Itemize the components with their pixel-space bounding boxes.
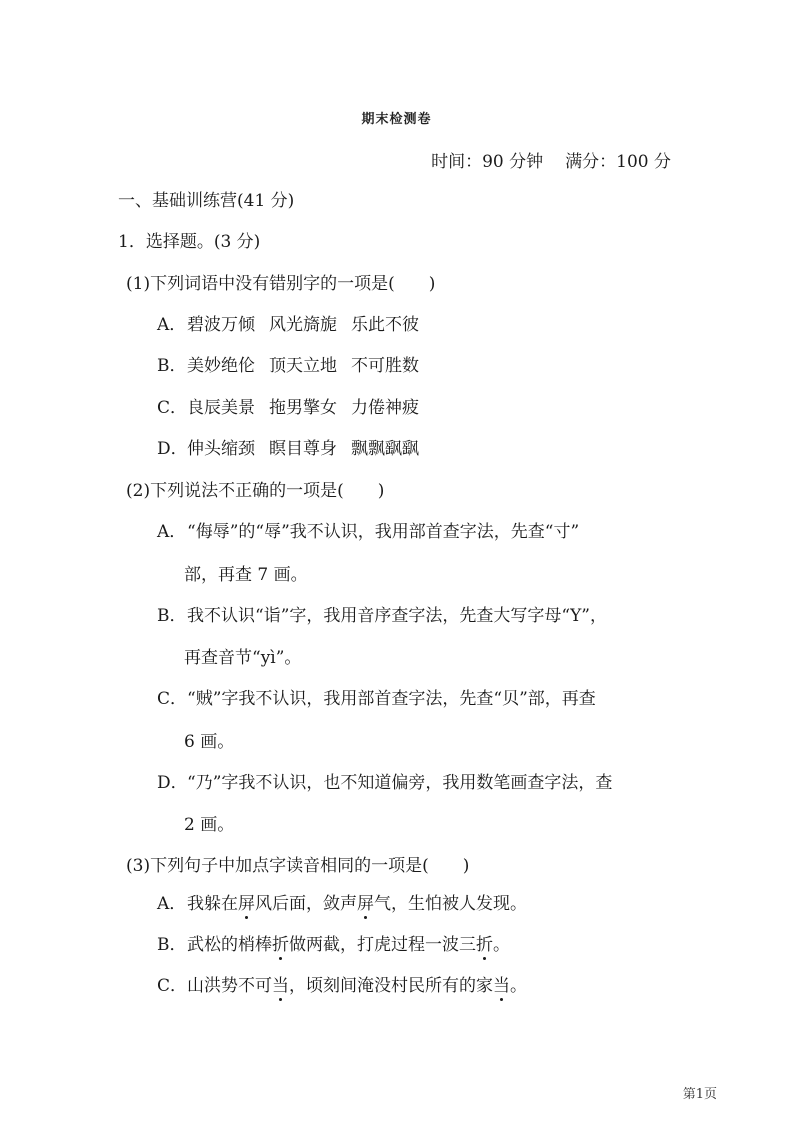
emphasis-dot-char: 屏	[238, 894, 255, 914]
exam-meta	[431, 147, 671, 172]
emphasis-dot-char: 当	[272, 976, 289, 996]
section-heading: 一、基础训练营(41 分)	[118, 191, 295, 211]
option-a-continued: 部，再查 7 画。	[184, 565, 308, 585]
option-c[interactable]: C．“贼”字我不认识，我用部首查字法，先查“贝”部，再查	[157, 689, 596, 709]
time-limit: 时间：90 分钟	[431, 152, 544, 172]
question-stem: (3)下列句子中加点字读音相同的一项是( )	[126, 856, 470, 876]
page-title: 期末检测卷	[361, 112, 432, 127]
page-number: 第1页	[682, 1087, 717, 1102]
option-c-continued: 6 画。	[184, 732, 235, 752]
emphasis-dot-char: 折	[272, 935, 289, 955]
question-heading: 1．选择题。(3 分)	[118, 232, 261, 252]
option-d-continued: 2 画。	[184, 815, 235, 835]
full-score: 满分：100 分	[565, 152, 671, 172]
option-b[interactable]: B．美妙绝伦 顶天立地 不可胜数	[157, 356, 419, 376]
option-b-continued: 再查音节“yì”。	[184, 648, 302, 668]
option-a[interactable]: A．“侮辱”的“辱”我不认识，我用部首查字法，先查“寸”	[157, 522, 580, 542]
question-stem: (2)下列说法不正确的一项是( )	[126, 481, 385, 501]
option-d[interactable]: D．“乃”字我不认识，也不知道偏旁，我用数笔画查字法，查	[157, 773, 613, 793]
option-a[interactable]: A．碧波万倾 风光旖旎 乐此不彼	[157, 315, 419, 335]
option-c[interactable]: C．山洪势不可当，顷刻间淹没村民所有的家当。	[157, 976, 527, 996]
emphasis-dot-char: 屏	[357, 894, 374, 914]
emphasis-dot-char: 当	[493, 976, 510, 996]
option-c[interactable]: C．良辰美景 拖男擎女 力倦神疲	[157, 398, 419, 418]
option-a[interactable]: A．我躲在屏风后面，敛声屏气，生怕被人发现。	[157, 894, 527, 914]
emphasis-dot-char: 折	[476, 935, 493, 955]
option-b[interactable]: B．我不认识“诣”字，我用音序查字法，先查大写字母“Y”，	[157, 606, 607, 626]
question-stem: (1)下列词语中没有错别字的一项是( )	[126, 274, 436, 294]
option-b[interactable]: B．武松的梢棒折做两截，打虎过程一波三折。	[157, 935, 510, 955]
option-d[interactable]: D．伸头缩颈 瞑目尊身 飘飘飖飖	[157, 439, 419, 459]
